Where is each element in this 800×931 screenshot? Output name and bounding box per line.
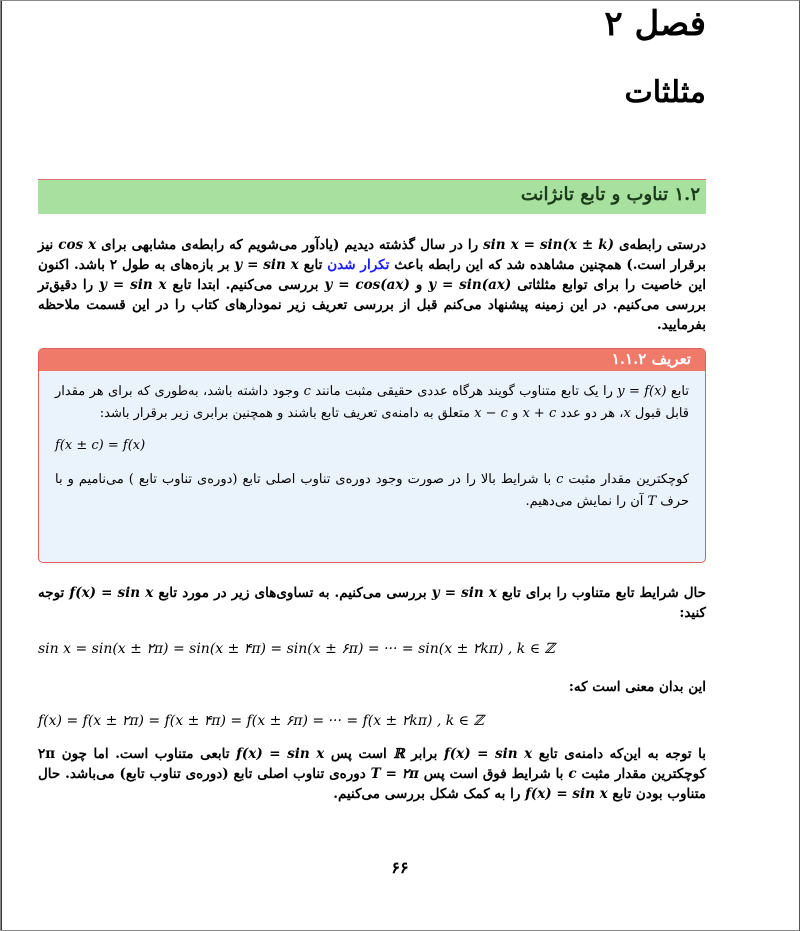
text: را یک تابع متناوب گویند هرگاه عددی حقیقی مثبت مانند xyxy=(310,384,618,399)
text: برابر xyxy=(404,746,444,762)
text: بر بازه‌های به طول ۲ باشد. اکنون این خاصیت را برای توابع مثلثاتی xyxy=(38,257,707,293)
text: را در سال گذشته دیدیم (یادآور می‌شویم که رابطه‌ی مشابهی برای xyxy=(96,237,484,253)
text: ، هر دو عدد xyxy=(556,406,624,421)
definition-header xyxy=(39,349,705,371)
text: کوچکترین مقدار مثبت xyxy=(563,472,689,487)
math: x − c xyxy=(474,406,508,421)
math: c xyxy=(568,766,577,782)
paragraph-meaning: این بدان معنی است که: xyxy=(568,679,706,695)
text: تابع xyxy=(298,257,328,273)
section-header xyxy=(38,179,706,214)
equation-sin-period: sin x = sin(x ± ۲π) = sin(x ± ۴π) = sin(x ± ۶π) = ··· = sin(x ± ۲kπ) , k ∈ ℤ xyxy=(38,641,555,657)
math: sin x = sin(x ± k) xyxy=(483,237,614,253)
math: y = cos(ax) xyxy=(324,277,410,293)
text: دوره‌ی تناوب اصلی تابع (دوره‌ی تناوب تابع) می‌باشد. حال متناوب بودن تابع xyxy=(38,766,706,802)
math: f(x) = sin x xyxy=(236,746,325,762)
text: آن را نمایش می‌دهیم. xyxy=(525,494,648,509)
text: بررسی می‌کنیم. به تساوی‌های زیر در مورد تابع xyxy=(153,585,432,601)
math: f(x) = sin x xyxy=(525,786,608,802)
text: تابعی متناوب است. اما چون ۲π کوچکترین مقدار مثبت xyxy=(38,746,706,782)
text: وجود داشته باشد، به‌طوری که برای هر مقدار قابل قبول xyxy=(55,384,689,421)
text: توجه کنید: xyxy=(38,585,706,621)
text: درستی رابطه‌ی xyxy=(613,237,707,253)
definition-period-text xyxy=(55,469,689,513)
definition-box xyxy=(38,348,706,563)
paragraph-intro xyxy=(38,235,706,335)
math: f(x) = sin x xyxy=(443,746,533,762)
definition-text xyxy=(55,381,689,425)
paragraph-conditions xyxy=(38,583,706,623)
definition-title: تعریف ۱.۱.۲ xyxy=(611,350,691,368)
text: با شرایط فوق است پس xyxy=(418,766,569,782)
math: f(x) = sin x xyxy=(69,585,154,601)
text: با شرایط بالا را در صورت وجود دوره‌ی تناوب اصلی تابع (دوره‌ی تناوب تابع ) می‌نامیم و با حرف xyxy=(55,472,689,509)
math: T = ۲π xyxy=(370,766,419,782)
chapter-subtitle: مثلثات xyxy=(624,75,706,110)
math: y = sin(ax) xyxy=(428,277,512,293)
text: با توجه به این‌که دامنه‌ی تابع xyxy=(532,746,707,762)
section-title: ۱.۲ تناوب و تابع تانژانت xyxy=(520,184,700,205)
text: متعلق به دامنه‌ی تعریف تابع باشند و همچنین برابری زیر برقرار باشد: xyxy=(99,406,475,421)
math: c xyxy=(303,384,311,399)
chapter-title: فصل ۲ xyxy=(604,4,706,44)
math: cos x xyxy=(58,237,97,253)
text: را دقیق‌تر بررسی می‌کنیم. در این زمینه پیشنهاد می‌کنم قبل از بررسی تعریف زیر نمودارهای کتاب را در این قسمت ملاحظه بفرمایید. xyxy=(38,277,706,333)
text: و xyxy=(409,277,429,293)
text: نیز برقرار است.) همچنین مشاهده شد که این رابطه باعث xyxy=(38,237,706,273)
text: و xyxy=(507,406,523,421)
text: است پس xyxy=(324,746,394,762)
paragraph-conclusion xyxy=(38,744,706,804)
math: x + c xyxy=(522,406,557,421)
math: y = f(x) xyxy=(617,384,667,399)
math: c xyxy=(556,472,564,487)
math: ℝ xyxy=(393,746,405,762)
text: تابع xyxy=(666,384,689,399)
repeat-link[interactable]: تکرار شدن xyxy=(327,257,390,273)
math: y = sin x xyxy=(99,277,167,293)
page-number: ۶۶ xyxy=(391,858,409,877)
definition-formula: f(x ± c) = f(x) xyxy=(55,438,146,453)
math: T xyxy=(647,494,657,509)
text: را به کمک شکل بررسی می‌کنیم. xyxy=(333,786,526,802)
text: بررسی می‌کنیم. ابتدا تابع xyxy=(166,277,325,293)
definition-body xyxy=(55,381,689,513)
math: x xyxy=(623,406,631,421)
math: y = sin x xyxy=(234,257,299,273)
math: y = sin x xyxy=(431,585,497,601)
equation-f-period: f(x) = f(x ± ۲π) = f(x ± ۴π) = f(x ± ۶π) = ··· = f(x ± ۲kπ) , k ∈ ℤ xyxy=(38,713,484,729)
text: حال شرایط تابع متناوب را برای تابع xyxy=(496,585,707,601)
